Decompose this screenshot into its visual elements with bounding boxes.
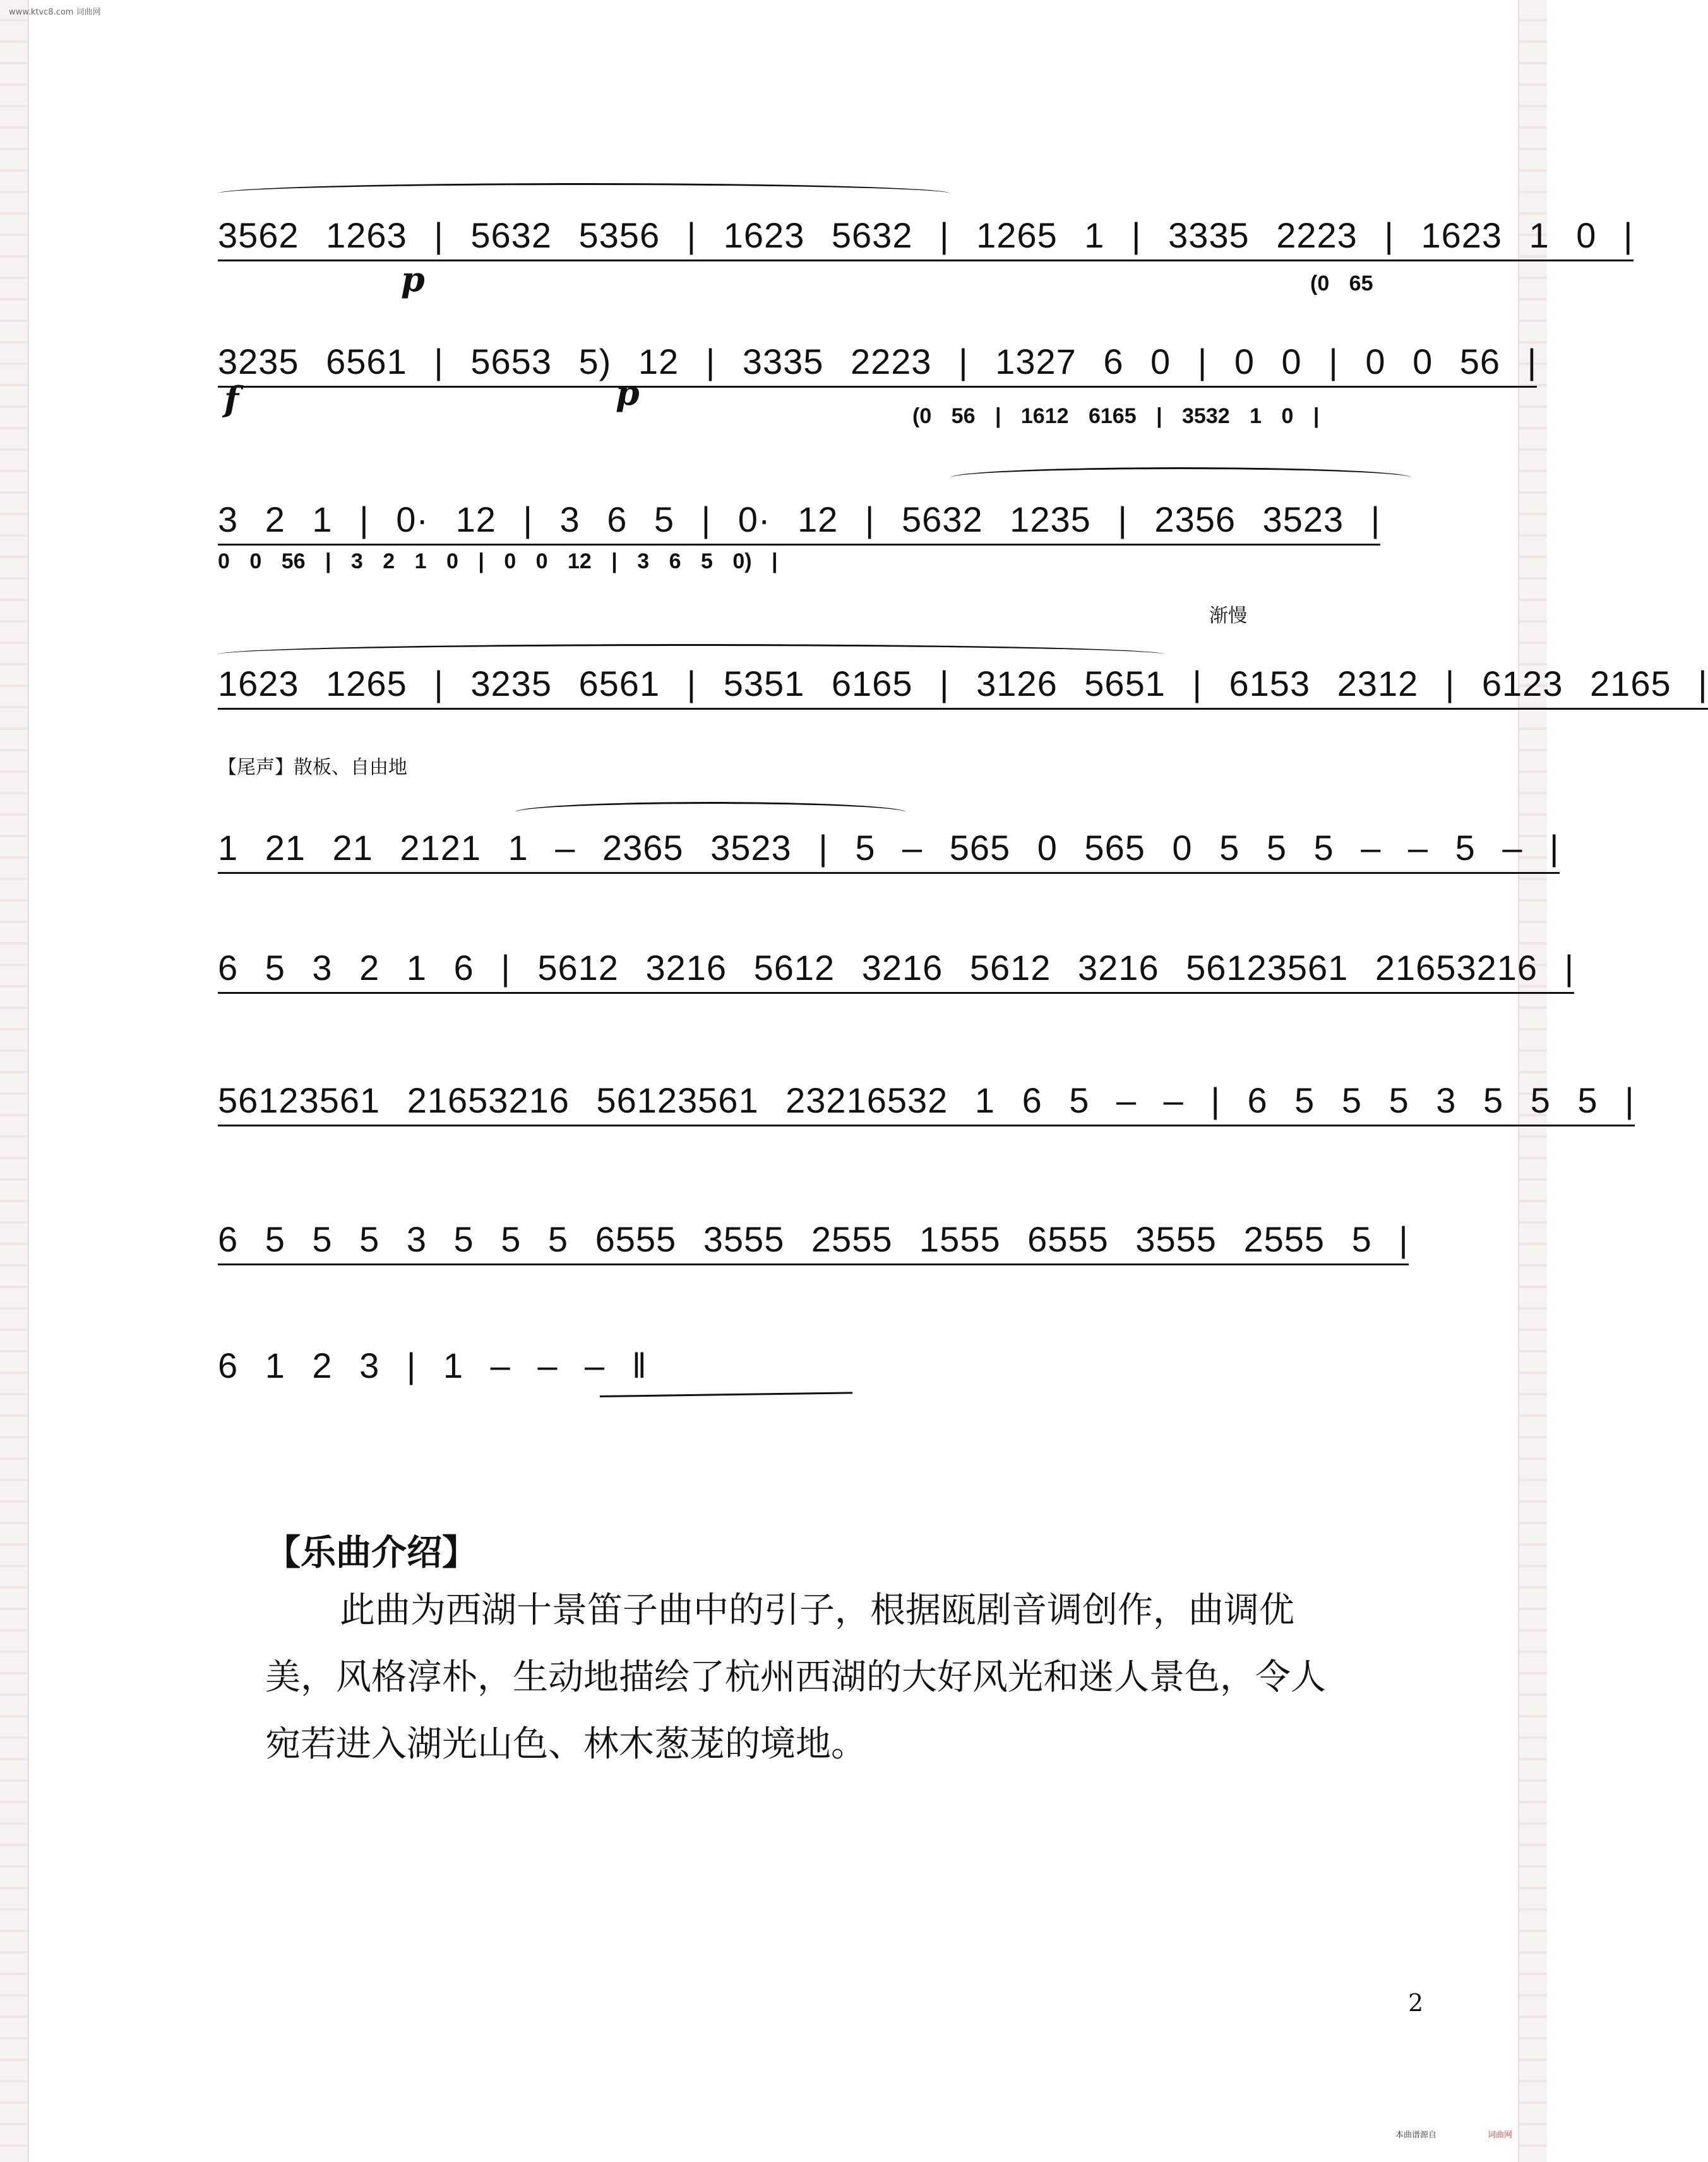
slur xyxy=(218,644,1165,665)
score-row-notes: 56123561 21653216 56123561 23216532 1 6 5 – – | 6 5 5 5 3 5 5 5 | xyxy=(218,1080,1635,1126)
score-row-notes: 6 1 2 3 | 1 – – – ‖ xyxy=(218,1346,647,1385)
tempo-marking: 渐慢 xyxy=(1209,605,1247,627)
footer-logo: 词曲网 xyxy=(1488,2130,1513,2140)
score-row-notes: 3562 1263 | 5632 5356 | 1623 5632 | 1265 1 | 3335 2223 | 1623 1 0 | xyxy=(218,215,1633,261)
dynamic-marking: p xyxy=(401,259,425,299)
intro-heading: 【乐曲介绍】 xyxy=(265,1532,477,1574)
slur xyxy=(950,467,1411,488)
score-row-sub: (0 65 xyxy=(1310,272,1373,296)
score-row-8 xyxy=(218,1193,1414,1275)
dynamic-marking: p xyxy=(616,373,640,413)
score-row-2 xyxy=(218,309,1538,428)
score-row-3 xyxy=(218,467,1414,573)
section-label: 【尾声】散板、自由地 xyxy=(218,756,407,779)
intro-body: 此曲为西湖十景笛子曲中的引子，根据瓯剧音调创作，曲调优美，风格淳朴，生动地描绘了杭州西湖的大好风光和迷人景色，令人宛若进入湖光山色、林木葱茏的境地。 xyxy=(265,1590,1326,1765)
score-row-notes: 6 5 3 2 1 6 | 5612 3216 5612 3216 5612 3216 56123561 21653216 | xyxy=(218,947,1574,994)
score-row-notes: 3235 6561 | 5653 5) 12 | 3335 2223 | 1327 6 0 | 0 0 | 0 0 56 | xyxy=(218,341,1537,388)
score-row-6 xyxy=(218,916,1575,998)
score-row-1 xyxy=(218,183,1633,299)
left-decorative-border xyxy=(0,0,29,2162)
score-row-notes: 6 5 5 5 3 5 5 5 6555 3555 2555 1555 6555 3555 2555 5 | xyxy=(218,1219,1409,1265)
slur xyxy=(515,802,906,823)
dynamic-marking: f xyxy=(224,379,239,419)
score-row-5 xyxy=(218,756,1560,868)
footer-note: 本曲谱源自 xyxy=(1395,2130,1437,2140)
score-row-notes: 3 2 1 | 0· 12 | 3 6 5 | 0· 12 | 5632 1235 | 2356 3523 | xyxy=(218,499,1380,546)
score-row-9 xyxy=(218,1320,1414,1402)
page-number: 2 xyxy=(1408,1989,1424,2017)
score-row-4 xyxy=(218,605,1708,714)
score-row-notes: 1 21 21 2121 1 – 2365 3523 | 5 – 565 0 565 0 5 5 5 – – 5 – | xyxy=(218,827,1560,874)
score-row-notes: 1623 1265 | 3235 6561 | 5351 6165 | 3126 5651 | 6153 2312 | 6123 2165 | xyxy=(218,663,1708,710)
score-row-7 xyxy=(218,1048,1635,1130)
site-label: www.ktvc8.com 词曲网 xyxy=(9,8,101,17)
score-row-sub: 0 0 56 | 3 2 1 0 | 0 0 12 | 3 6 5 0) | xyxy=(218,549,778,573)
score-row-sub: (0 56 | 1612 6165 | 3532 1 0 | xyxy=(912,404,1320,428)
slur xyxy=(218,183,950,204)
